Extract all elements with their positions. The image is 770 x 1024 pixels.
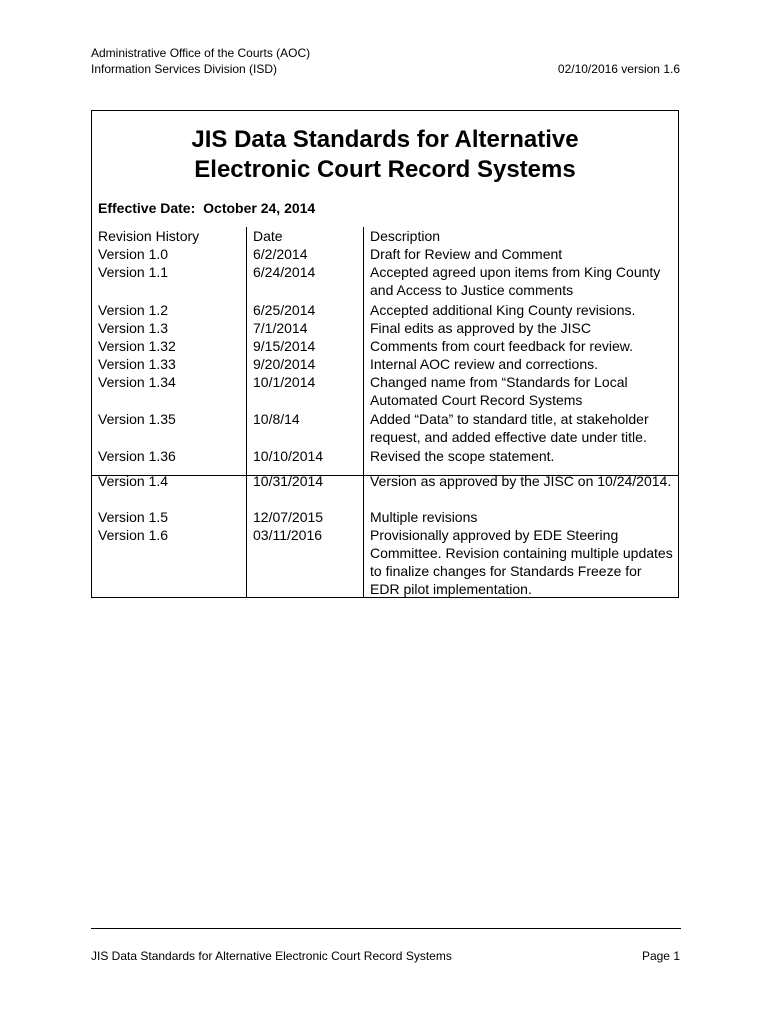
revision-version: Version 1.5 (98, 509, 169, 525)
revision-version: Version 1.4 (98, 473, 169, 489)
revision-description: Comments from court feedback for review. (370, 338, 633, 354)
revision-version: Version 1.2 (98, 302, 169, 318)
revision-description: Multiple revisions (370, 509, 478, 525)
title-box (91, 110, 679, 598)
revision-description: Added “Data” to standard title, at stakeholder request, and added effective date under title. (370, 411, 649, 445)
document-title (92, 125, 678, 185)
effective-date-label: Effective Date: (98, 200, 196, 216)
revision-version: Version 1.34 (98, 374, 176, 390)
column-header-revision: Revision History (98, 228, 200, 244)
revision-description: Version as approved by the JISC on 10/24/2014. (370, 473, 672, 489)
header-division: Information Services Division (ISD) (91, 62, 278, 76)
revision-date: 9/15/2014 (253, 338, 316, 354)
title-line-2: Electronic Court Record Systems (194, 156, 576, 183)
description-column (363, 227, 678, 597)
revision-version: Version 1.35 (98, 411, 176, 427)
effective-date (98, 200, 315, 216)
revision-date: 10/1/2014 (253, 374, 316, 390)
revision-description: Final edits as approved by the JISC (370, 320, 592, 336)
revision-date: 9/20/2014 (253, 356, 316, 372)
revision-date: 03/11/2016 (253, 527, 323, 543)
revision-date: 7/1/2014 (253, 320, 308, 336)
revision-version: Version 1.6 (98, 527, 169, 543)
revision-column (92, 227, 246, 597)
effective-date-value: October 24, 2014 (203, 200, 316, 216)
revision-date: 10/8/14 (253, 411, 300, 427)
page-header (91, 45, 310, 77)
table-divider (92, 475, 678, 476)
revision-version: Version 1.0 (98, 246, 169, 262)
revision-date: 6/2/2014 (253, 246, 308, 262)
revision-date: 6/24/2014 (253, 264, 316, 280)
revision-date: 10/31/2014 (253, 473, 324, 489)
column-header-description: Description (370, 228, 441, 244)
revision-description: Accepted additional King County revisions. (370, 302, 636, 318)
revision-date: 6/25/2014 (253, 302, 316, 318)
revision-version: Version 1.36 (98, 448, 176, 464)
revision-description: Revised the scope statement. (370, 448, 555, 464)
revision-version: Version 1.1 (98, 264, 169, 280)
revision-description: Changed name from “Standards for Local Automated Court Record Systems (370, 374, 628, 408)
title-line-1: JIS Data Standards for Alternative (191, 126, 579, 153)
header-org: Administrative Office of the Courts (AOC) (91, 46, 311, 60)
column-header-date: Date (253, 228, 283, 244)
header-version: 02/10/2016 version 1.6 (557, 62, 680, 76)
revision-version: Version 1.32 (98, 338, 176, 354)
revision-version: Version 1.3 (98, 320, 169, 336)
revision-description: Draft for Review and Comment (370, 246, 563, 262)
footer-title: JIS Data Standards for Alternative Electronic Court Record Systems (91, 949, 452, 963)
page-number: Page 1 (641, 949, 680, 963)
revision-date: 10/10/2014 (253, 448, 324, 464)
revision-description: Provisionally approved by EDE Steering Committee. Revision containing multiple updates to finalize changes for Standards Freeze for EDR pilot implementation. (370, 527, 673, 597)
revision-description: Accepted agreed upon items from King County and Access to Justice comments (370, 264, 661, 298)
footer-rule (91, 928, 681, 929)
revision-description: Internal AOC review and corrections. (370, 356, 598, 372)
revision-version: Version 1.33 (98, 356, 176, 372)
revision-date: 12/07/2015 (253, 509, 324, 525)
date-column (246, 227, 364, 597)
